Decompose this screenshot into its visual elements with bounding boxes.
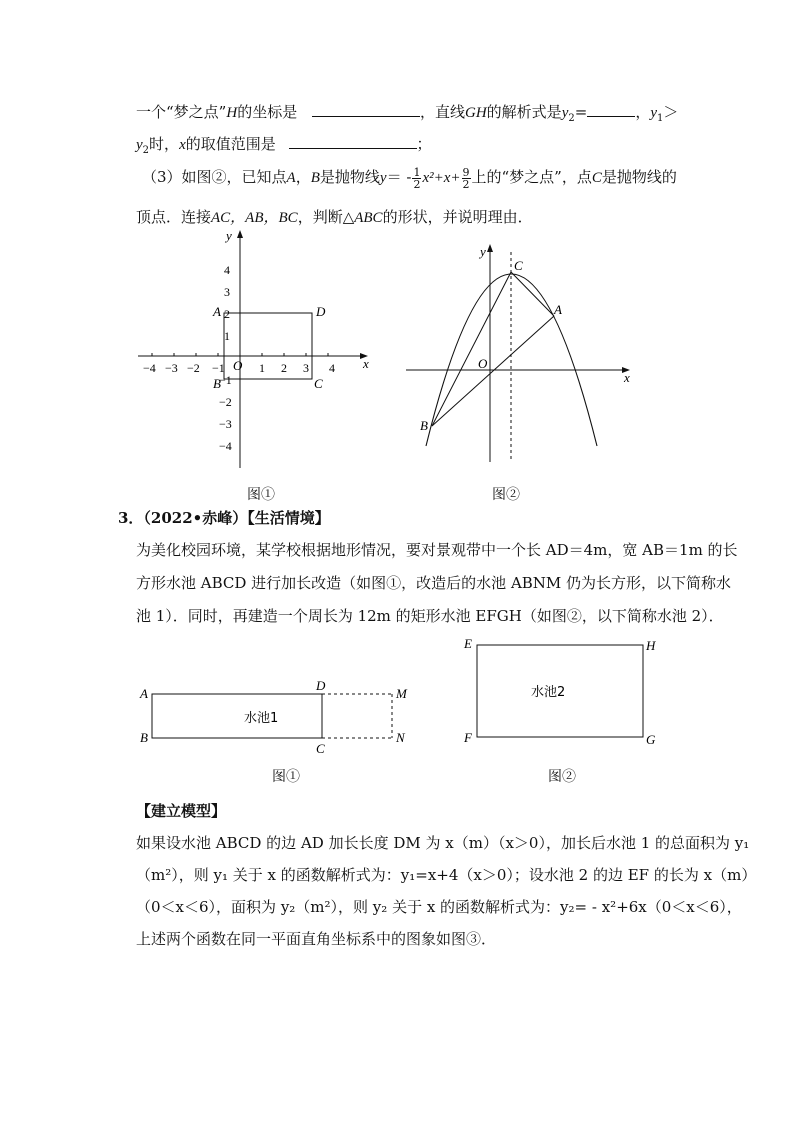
pool1-point-n: N (396, 730, 405, 745)
pool2-caption: 图② (548, 769, 576, 785)
model-line2: （m²），则 y₁ 关于 x 的函数解析式为：y₁=x+4（x＞0）；设水池 2 的边 EF 的长为 x（m） (136, 866, 757, 884)
fig2-point-a: A (554, 302, 562, 317)
fig1-ytick: 3 (224, 285, 230, 299)
fig1-xtick: 4 (329, 361, 335, 375)
fig2-segment-ab (432, 316, 554, 426)
pool1-caption: 图① (272, 769, 300, 785)
figure-1-coordinate-plane (136, 228, 376, 478)
fig1-xtick: 3 (303, 361, 309, 375)
fig1-ytick: 1 (224, 329, 230, 343)
q3-part3-line2: 顶点．连接AC，AB，BC，判断△ABC的形状，并说明理由． (136, 208, 533, 226)
fig1-xtick: −1 (212, 361, 225, 375)
fig2-point-b: B (420, 418, 428, 433)
fig2-y-label: y (480, 244, 486, 259)
fig2-caption: 图② (492, 487, 520, 503)
model-heading: 【建立模型】 (136, 802, 227, 820)
fig1-ytick: 2 (224, 307, 230, 321)
answer-blank-gh-expression[interactable] (587, 102, 635, 117)
pool2-point-e: E (464, 636, 472, 651)
fig2-x-label: x (624, 370, 630, 385)
fig1-y-label: y (226, 228, 232, 243)
fig1-point-c: C (314, 376, 323, 391)
fig2-point-c: C (514, 258, 523, 273)
answer-blank-x-range[interactable] (289, 134, 417, 149)
pool2-diagram (460, 634, 670, 746)
fraction-nine-halves: $\frac{9}{2}$ (462, 165, 470, 191)
fig1-xtick: −3 (165, 361, 178, 375)
pool2-label: 水池2 (531, 685, 566, 700)
q3-paragraph-line1: 为美化校园环境，某学校根据地形情况，要对景观带中一个长 AD＝4m，宽 AB＝1m 的长 (136, 541, 738, 559)
fig1-ytick: 4 (224, 263, 230, 277)
pool1-point-m: M (396, 686, 407, 701)
pool2-point-g: G (646, 732, 656, 747)
fig1-point-a: A (213, 304, 221, 319)
fig1-ytick: −1 (219, 373, 232, 387)
model-line4: 上述两个函数在同一平面直角坐标系中的图象如图③． (136, 930, 497, 948)
model-line1: 如果设水池 ABCD 的边 AD 加长长度 DM 为 x（m）（x＞0），加长后水池 1 的总面积为 y₁ (136, 834, 750, 852)
fig1-caption: 图① (247, 487, 275, 503)
q3-paragraph-line3: 池 1）．同时，再建造一个周长为 12m 的矩形水池 EFGH（如图②，以下简称水池 2）． (136, 607, 724, 625)
fig1-ytick: −3 (219, 417, 232, 431)
model-line3: （0＜x＜6），面积为 y₂（m²），则 y₂ 关于 x 的函数解析式为：y₂= - x²+6x（0＜x＜6）， (136, 898, 742, 916)
pool2-point-f: F (464, 730, 472, 745)
pool1-point-d: D (316, 678, 326, 693)
pool2-point-h: H (646, 638, 656, 653)
pool1-point-b: B (140, 730, 148, 745)
q3-part3-line1: （3）如图②，已知点A，B是抛物线y＝ - $\frac{1}{2}$ x²+x+ $\frac{9}{2}$ 上的“梦之点”，点C是抛物线的 (142, 165, 677, 191)
pool1-label: 水池1 (244, 711, 279, 726)
fig1-xtick: −2 (187, 361, 200, 375)
q3-header: 3．（2022•赤峰）【生活情境】 (118, 509, 330, 527)
fig1-y-arrow (237, 230, 243, 238)
fig1-origin-label: O (233, 358, 243, 373)
pool1-rect-abcd (152, 694, 322, 738)
q2-line1: 一个“梦之点”H的坐标是 ，直线GH的解析式是$y_2=$ ，$y_1>$ (136, 103, 679, 124)
pool1-point-c: C (316, 741, 325, 756)
fig1-x-label: x (363, 356, 369, 371)
fig1-point-b: B (213, 376, 221, 391)
pool1-diagram (136, 678, 426, 756)
fig1-point-d: D (316, 304, 326, 319)
fig2-segment-ca (511, 272, 554, 316)
answer-blank-h-coordinate[interactable] (312, 102, 420, 117)
fig1-xtick: 2 (281, 361, 287, 375)
q2-line2: $y_2$时，x的取值范围是 ； (136, 135, 432, 156)
figure-2-parabola (404, 240, 644, 480)
pool1-point-a: A (140, 686, 148, 701)
fig2-y-arrow (487, 244, 493, 252)
q3-paragraph-line2: 方形水池 ABCD 进行加长改造（如图①，改造后的水池 ABNM 仍为长方形，以下简称水 (136, 574, 732, 592)
fig1-ytick: −2 (219, 395, 232, 409)
fig1-xtick: −4 (143, 361, 156, 375)
fig1-ytick: −4 (219, 439, 232, 453)
fig2-segment-bc (432, 272, 511, 426)
fig1-xtick: 1 (259, 361, 265, 375)
fig2-origin-label: O (478, 356, 488, 371)
fraction-one-half: $\frac{1}{2}$ (413, 165, 421, 191)
